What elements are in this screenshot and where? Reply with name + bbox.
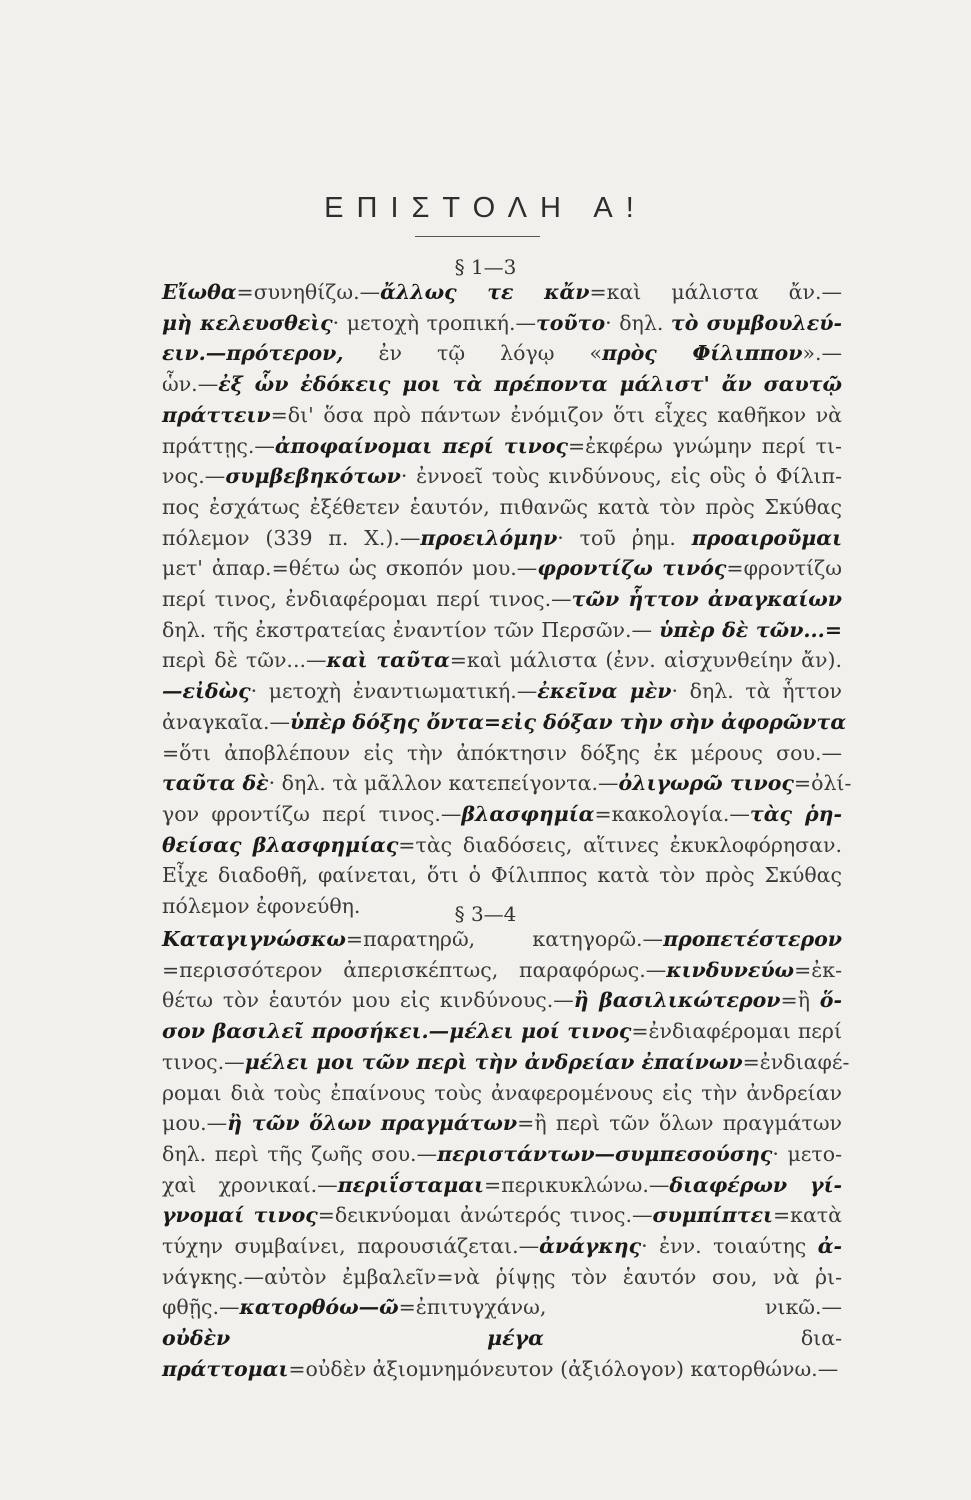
text-line: χαὶ χρονικαί.—περιΐσταμαι=περικυκλώνω.—διαφέρων γί- <box>162 1172 842 1197</box>
text-line: δηλ. περὶ τῆς ζωῆς σου.—περιστάντων—συμπεσούσης· μετο- <box>162 1141 843 1166</box>
text-line: Καταγιγνώσκω=παρατηρῶ, κατηγορῶ.—προπετέστερον <box>162 927 842 951</box>
text-line: γον φροντίζω περί τινος.—βλασφημία=κακολογία.—τὰς ῥη- <box>162 801 842 826</box>
text-line: θέτω τὸν ἑαυτόν μου εἰς κινδύνους.—ἢ βασιλικώτερον=ἢ ὅ- <box>162 988 842 1013</box>
text-line: Εἴωθα=συνηθίζω.—ἄλλως τε κἄν=καὶ μάλιστα ἄν.— <box>162 280 842 304</box>
text-line: πράττομαι=οὐδὲν ἀξιομνημόνευτον (ἀξιόλογον) κατορθώνω.— <box>162 1356 839 1381</box>
text-line: τύχην συμβαίνει, παρουσιάζεται.—ἀνάγκης· ἐνν. τοιαύτης ἀ- <box>162 1234 843 1259</box>
text-line: σον βασιλεῖ προσήκει.—μέλει μοί τινος=ἐνδιαφέρομαι περί <box>162 1019 843 1044</box>
text-line: ρομαι διὰ τοὺς ἐπαίνους τοὺς ἀναφερομένους εἰς τὴν ἀνδρείαν <box>162 1080 842 1105</box>
text-line: μετ' ἀπαρ.=θέτω ὡς σκοπόν μου.—φροντίζω τινός=φροντίζω <box>162 556 842 581</box>
text-line: θείσας βλασφημίας=τὰς διαδόσεις, αἵτινες ἐκυκλοφόρησαν. <box>162 832 842 857</box>
text-line: περὶ δὲ τῶν...—καὶ ταῦτα=καὶ μάλιστα (ἐνν. αἰσχυνθείην ἄν). <box>162 648 842 673</box>
text-line: πράττειν=δι' ὅσα πρὸ πάντων ἐνόμιζον ὅτι εἶχες καθῆκον νὰ <box>162 402 842 427</box>
section-heading-1: § 1—3 <box>454 255 517 279</box>
text-line: γνομαί τινος=δεικνύομαι ἀνώτερός τινος.—συμπίπτει=κατὰ <box>162 1203 842 1228</box>
text-line: ταῦτα δὲ· δηλ. τὰ μᾶλλον κατεπείγοντα.—ὀλιγωρῶ τινος=ὀλί- <box>162 771 852 796</box>
page-title: ΕΠΙΣΤΟΛΗ Α! <box>324 192 647 224</box>
text-line: οὐδὲν μέγα δια- <box>162 1326 842 1351</box>
text-line: περί τινος, ἐνδιαφέρομαι περί τινος.—τῶν ἧττον ἀναγκαίων <box>162 587 842 612</box>
text-line: —εἰδὼς· μετοχὴ ἐναντιωματική.—ἐκεῖνα μὲν· δηλ. τὰ ἧττον <box>162 679 843 704</box>
text-line: ἀναγκαῖα.—ὑπὲρ δόξης ὄντα=εἰς δόξαν τὴν σὴν ἀφορῶντα <box>162 709 847 734</box>
text-line: πόλεμον ἐφονεύθη. <box>162 894 361 919</box>
section-2-text <box>162 924 850 1385</box>
text-line: πος ἐσχάτως ἐξέθετεν ἑαυτόν, πιθανῶς κατὰ τὸν πρὸς Σκύθας <box>162 494 842 519</box>
text-line: πράττῃς.—ἀποφαίνομαι περί τινος=ἐκφέρω γνώμην περί τι- <box>162 433 842 458</box>
section-1-text <box>162 277 852 922</box>
text-line: ειν.—πρότερον, ἐν τῷ λόγῳ «πρὸς Φίλιππον».— <box>162 341 842 366</box>
text-line: μὴ κελευσθεὶς· μετοχὴ τροπική.—τοῦτο· δηλ. τὸ συμβουλεύ- <box>162 310 842 335</box>
text-line: φθῇς.—κατορθόω—ῶ=ἐπιτυγχάνω, νικῶ.— <box>162 1295 842 1320</box>
text-line: νάγκης.—αὐτὸν ἐμβαλεῖν=νὰ ῥίψῃς τὸν ἑαυτόν σου, νὰ ῥι- <box>162 1264 842 1289</box>
text-line: ὧν.—ἐξ ὧν ἐδόκεις μοι τὰ πρέποντα μάλιστ' ἄν σαυτῷ <box>162 372 842 397</box>
section-heading-2: § 3—4 <box>454 902 517 926</box>
text-line: μου.—ἢ τῶν ὅλων πραγμάτων=ἢ περὶ τῶν ὅλων πραγμάτων <box>162 1111 843 1136</box>
text-line: πόλεμον (339 π. Χ.).—προειλόμην· τοῦ ῥημ. προαιροῦμαι <box>162 525 842 550</box>
text-line: =ὅτι ἀποβλέπουν εἰς τὴν ἀπόκτησιν δόξης ἐκ μέρους σου.— <box>162 740 842 765</box>
text-line: νος.—συμβεβηκότων· ἐννοεῖ τοὺς κινδύνους, εἰς οὓς ὁ Φίλιπ- <box>162 464 842 489</box>
text-line: δηλ. τῆς ἐκστρατείας ἐναντίον τῶν Περσῶν.— ὑπὲρ δὲ τῶν...= <box>162 617 842 642</box>
title-underline <box>415 236 540 237</box>
text-line: =περισσότερον ἀπερισκέπτως, παραφόρως.—κινδυνεύω=ἐκ- <box>162 957 842 982</box>
text-line: Εἶχε διαδοθῆ, φαίνεται, ὅτι ὁ Φίλιππος κατὰ τὸν πρὸς Σκύθας <box>162 863 842 888</box>
text-line: τινος.—μέλει μοι τῶν περὶ τὴν ἀνδρείαν ἐπαίνων=ἐνδιαφέ- <box>162 1049 850 1074</box>
